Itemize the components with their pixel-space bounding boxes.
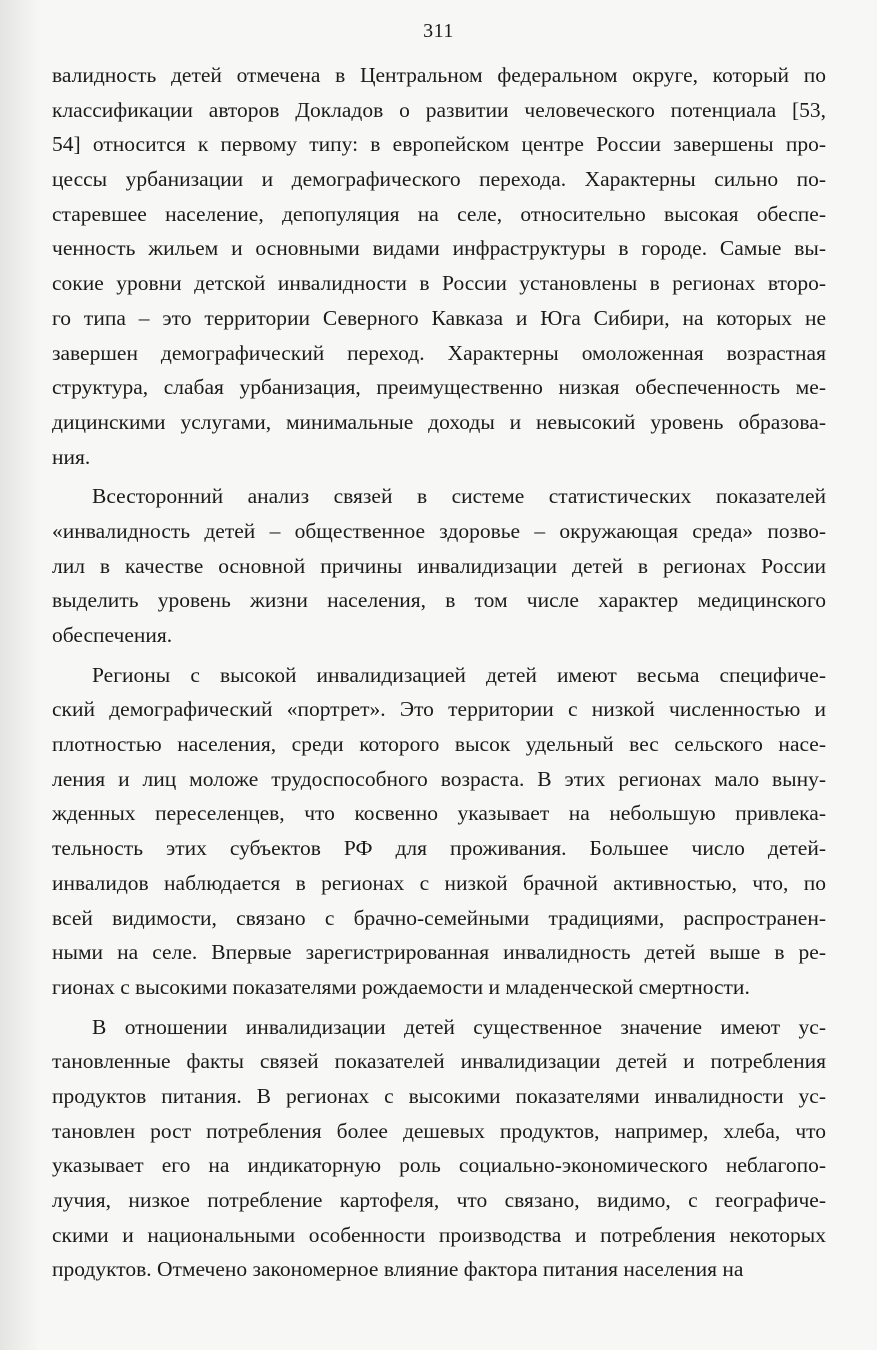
- text-line: В отношении инвалидизации детей существенное значение имеют ус-: [92, 1014, 826, 1039]
- text-line: «инвалидность детей – общественное здоровье – окружающая среда» позво-: [52, 518, 826, 543]
- text-line: обеспечения.: [52, 623, 173, 647]
- text-line: всей видимости, связано с брачно-семейными традициями, распространен-: [52, 905, 826, 930]
- text-line: дицинскими услугами, минимальные доходы и невысокий уровень образова-: [52, 409, 826, 434]
- text-line: старевшее население, депопуляция на селе, относительно высокая обеспе-: [52, 201, 826, 226]
- text-line: валидность детей отмечена в Центральном федеральном округе, который по: [52, 63, 826, 87]
- text-line: ления и лиц моложе трудоспособного возраста. В этих регионах мало выну-: [52, 766, 826, 791]
- text-line: лучия, низкое потребление картофеля, что связано, видимо, с географиче-: [52, 1188, 826, 1212]
- text-line: жденных переселенцев, что косвенно указывает на небольшую привлека-: [52, 801, 826, 826]
- text-line: структура, слабая урбанизация, преимущественно низкая обеспеченность ме-: [52, 375, 826, 400]
- text-line: лил в качестве основной причины инвалидизации детей в регионах России: [52, 553, 826, 578]
- text-line: тановлен рост потребления более дешевых продуктов, например, хлеба, что: [52, 1118, 826, 1143]
- paragraph: [52, 479, 826, 652]
- text-line: тановленные факты связей показателей инвалидизации детей и потребления: [52, 1049, 826, 1074]
- text-line: ния.: [52, 444, 91, 469]
- text-line: гионах с высокими показателями рождаемости и младенческой смертности.: [52, 974, 750, 999]
- text-line: сокие уровни детской инвалидности в России установлены в регионах второ-: [52, 271, 826, 296]
- text-line: ский демографический «портрет». Это территории с низкой численностью и: [52, 697, 826, 722]
- text-line: тельность этих субъектов РФ для проживания. Большее число детей-: [52, 836, 826, 861]
- page-edge-shadow: [0, 0, 40, 1350]
- paragraph: [52, 658, 826, 1005]
- text-line: продуктов. Отмечено закономерное влияние фактора питания населения на: [52, 1257, 744, 1282]
- text-line: скими и национальными особенности производства и потребления некоторых: [52, 1222, 826, 1247]
- text-line: инвалидов наблюдается в регионах с низкой брачной активностью, что, по: [52, 870, 826, 895]
- text-line: 54] относится к первому типу: в европейском центре России завершены про-: [52, 132, 826, 157]
- page-number: 311: [423, 20, 454, 42]
- text-line: Регионы с высокой инвалидизацией детей имеют весьма специфиче-: [92, 662, 826, 687]
- text-line: го типа – это территории Северного Кавказа и Юга Сибири, на которых не: [52, 305, 826, 330]
- text-line: цессы урбанизации и демографического перехода. Характерны сильно по-: [52, 167, 826, 192]
- text-line: плотностью населения, среди которого высок удельный вес сельского насе-: [52, 732, 826, 757]
- text-line: классификации авторов Докладов о развитии человеческого потенциала [53,: [52, 97, 826, 122]
- paragraph: [52, 58, 826, 474]
- text-line: ченность жильем и основными видами инфраструктуры в городе. Самые вы-: [52, 236, 826, 261]
- text-line: указывает его на индикаторную роль социально-экономического неблагопо-: [52, 1153, 826, 1178]
- text-line: завершен демографический переход. Характерны омоложенная возрастная: [52, 340, 826, 365]
- paragraph: [52, 1010, 826, 1288]
- text-line: выделить уровень жизни населения, в том числе характер медицинского: [52, 588, 826, 613]
- body-text: [52, 58, 826, 1287]
- text-line: ными на селе. Впервые зарегистрированная инвалидность детей выше в ре-: [52, 940, 826, 965]
- text-line: Всесторонний анализ связей в системе статистических показателей: [92, 484, 826, 509]
- text-line: продуктов питания. В регионах с высокими показателями инвалидности ус-: [52, 1083, 826, 1108]
